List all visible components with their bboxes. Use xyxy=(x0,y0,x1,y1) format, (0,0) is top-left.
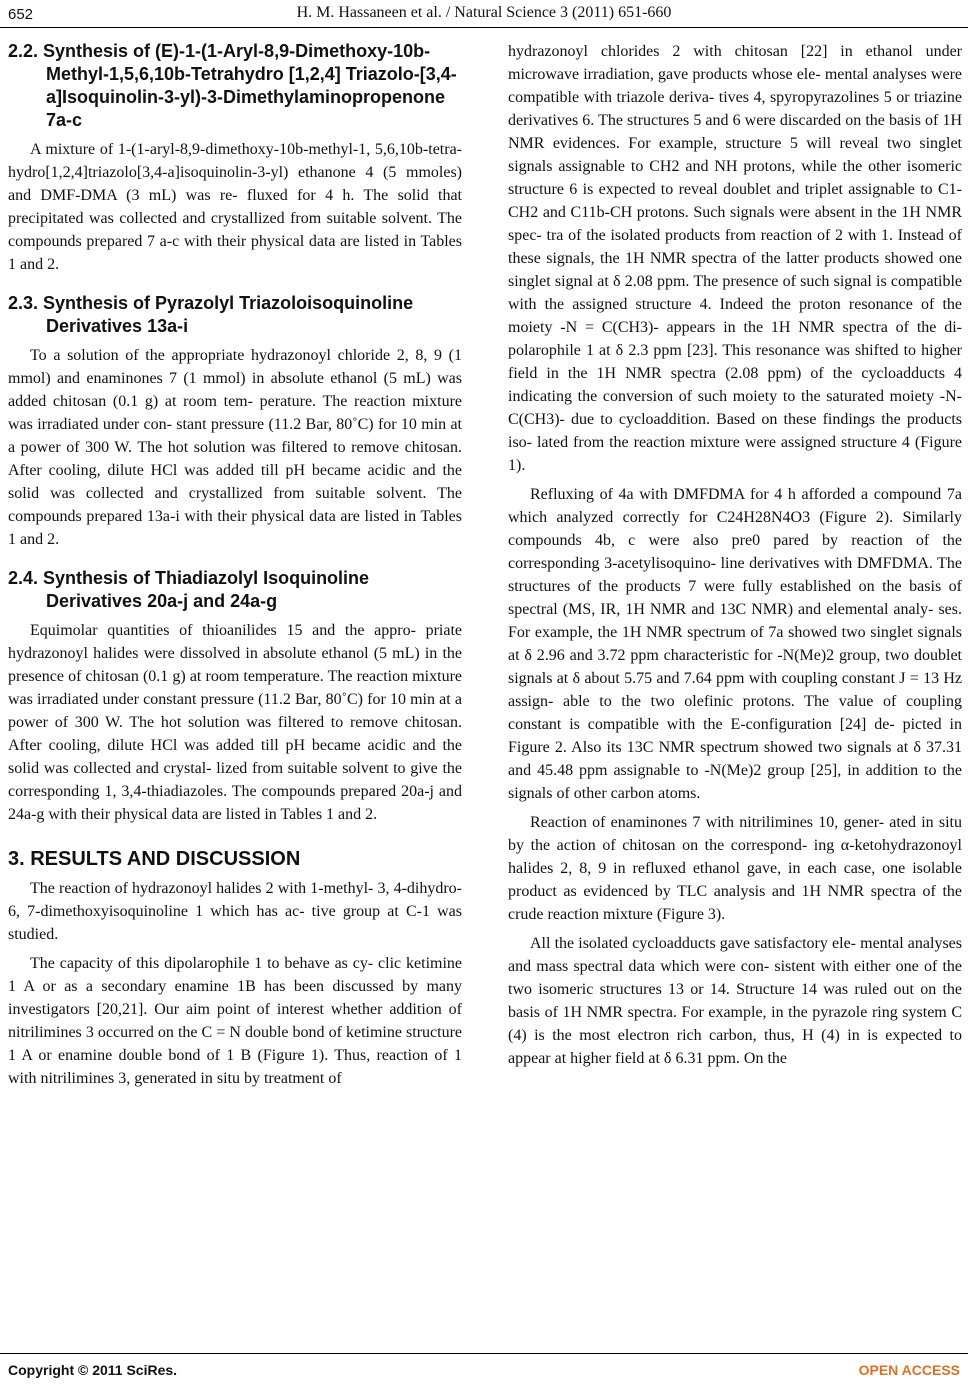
header-divider xyxy=(0,27,968,28)
left-column xyxy=(8,40,462,1090)
section-3-paragraph-2: The capacity of this dipolarophile 1 to behave as cy- clic ketimine 1 A or as a secondary enamine 1B has been discussed by many investigators [20,21]. Our aim point of interest whether addition of nitrilimines 3 occurred on the C = N double bond of ketimine structure 1 A or enamine double bond of 1 B (Figure 1). Thus, reaction of 1 with nitrilimines 3, generated in situ by treatment of xyxy=(8,955,462,1087)
right-column xyxy=(508,40,962,1070)
running-head: H. M. Hassaneen et al. / Natural Science 3 (2011) 651-660 xyxy=(296,4,672,21)
page-header xyxy=(0,0,968,30)
open-access-label: OPEN ACCESS xyxy=(858,1362,960,1378)
footer-divider xyxy=(0,1353,968,1354)
copyright-notice: Copyright © 2011 SciRes. xyxy=(8,1362,178,1378)
results-paragraph-1: hydrazonoyl chlorides 2 with chitosan [22] in ethanol under microwave irradiation, gave products whose ele- mental analyses were compatible with triazole deriva- tives 4, spyropyrazolines 5 or triazine derivatives 6. The structures 5 and 6 were discarded on the basis of 1H NMR evidences. For example, structure 5 will reveal two singlet signals assignable to CH2 and NH protons, while the other isomeric structure 6 is expected to reveal doublet and triplet assignable to C1-CH2 and C11b-CH protons. Such signals were absent in the 1H NMR spec- tra of the isolated products from reaction of 2 with 1. Instead of these signals, the 1H NMR spectra of the latter products showed one singlet signal at δ 2.08 ppm. The presence of such signal is compatible with the assigned structure 4. Indeed the proton resonance of the moiety -N = C(CH3)- appears in the 1H NMR spectra of the di- polarophile 1 at δ 2.3 ppm [23]. This resonance was shifted to higher field in the 1H NMR spectra (2.08 ppm) of the cycloadducts 4 indicating the conversion of such moiety to the saturated moiety -N-C(CH3)- due to cycloaddition. Based on these findings the products iso- lated from the reaction mixture were assigned structure 4 (Figure 1). xyxy=(508,43,962,474)
page-number: 652 xyxy=(8,6,34,23)
section-2-4-heading: 2.4. Synthesis of Thiadiazolyl Isoquinoline Derivatives 20a-j and 24a-g xyxy=(8,568,370,611)
section-2-4-paragraph: Equimolar quantities of thioanilides 15 and the appro- priate hydrazonoyl halides were dissolved in absolute ethanol (5 mL) in the presence of chitosan (0.1 g) at room temperature. The reaction mixture was irradiated under constant pressure (11.2 Bar, 80˚C) for 10 min at a power of 300 W. The hot solution was filtered to remove chitosan. After cooling, dilute HCl was added till pH became acidic and the solid was collected and crystal- lized from suitable solvent to give the corresponding 1, 3,4-thiadiazoles. The compounds prepared 20a-j and 24a-g with their physical data are listed in Tables 1 and 2. xyxy=(8,622,462,823)
section-2-3-paragraph: To a solution of the appropriate hydrazonoyl chloride 2, 8, 9 (1 mmol) and enaminones 7 (1 mmol) in absolute ethanol (5 mL) was added chitosan (0.1 g) at room tem- perature. The reaction mixture was irradiated under con- stant pressure (11.2 Bar, 80˚C) for 10 min at a power of 300 W. The hot solution was filtered to remove chitosan. After cooling, dilute HCl was added till pH became acidic and the solid was collected and crystallized from suitable solvent. The compounds prepared 13a-i with their physical data are listed in Tables 1 and 2. xyxy=(8,347,462,548)
results-paragraph-4: All the isolated cycloadducts gave satisfactory ele- mental analyses and mass spectral data which were con- sistent with either one of the two isomeric structures 13 or 14. Structure 14 was ruled out on the basis of 1H NMR spectra. For example, in the pyrazole ring system C (4) is the most electron rich carbon, thus, H (4) in is expected to appear at higher field at δ 6.31 ppm. On the xyxy=(508,935,962,1067)
section-3-heading: 3. RESULTS AND DISCUSSION xyxy=(8,848,301,870)
results-paragraph-2: Refluxing of 4a with DMFDMA for 4 h afforded a compound 7a which analyzed correctly for C24H28N4O3 (Figure 2). Similarly compounds 4b, c were also pre0 pared by reaction of the corresponding 3-acetylisoquino- line derivatives with DMFDMA. The structures of the products 7 were fully established on the basis of spectral (MS, IR, 1H NMR and 13C NMR) and elemental analy- ses. For example, the 1H NMR spectrum of 7a showed two singlet signals at δ 2.96 and 3.72 ppm characteristic for -N(Me)2 group, two doublet signals at δ about 5.75 and 7.64 ppm with coupling constant J = 13 Hz assign- able to the two olefinic protons. The value of coupling constant is compatible with the E-configuration [24] de- picted in Figure 2. Also its 13C NMR spectrum showed two signals at δ 37.31 and 45.48 ppm assignable to -N(Me)2 group [25], in addition to the signals of other carbon atoms. xyxy=(508,486,962,802)
section-3-paragraph-1: The reaction of hydrazonoyl halides 2 with 1-methyl- 3, 4-dihydro-6, 7-dimethoxyisoquinoline 1 which has ac- tive group at C-1 was studied. xyxy=(8,880,462,943)
results-paragraph-3: Reaction of enaminones 7 with nitrilimines 10, gener- ated in situ by the action of chitosan on the correspond- ing α-ketohydrazonoyl halides 2, 8, 9 in refluxed ethanol gave, in each case, one isolable product as evidenced by TLC analysis and 1H NMR spectra of the crude reaction mixture (Figure 3). xyxy=(508,814,962,923)
section-2-3-heading: 2.3. Synthesis of Pyrazolyl Triazoloisoquinoline Derivatives 13a-i xyxy=(8,293,414,336)
section-2-2-heading: 2.2. Synthesis of (E)-1-(1-Aryl-8,9-Dimethoxy-10b-Methyl-1,5,6,10b-Tetrahydro [1,2,4] Triazolo-[3,4-a]Isoquinolin-3-yl)-3-Dimethylaminopropenone 7a-c xyxy=(8,41,457,130)
section-2-2-paragraph: A mixture of 1-(1-aryl-8,9-dimethoxy-10b-methyl-1, 5,6,10b-tetra-hydro[1,2,4]triazolo[3,4-a]isoquinolin-3-yl) ethanone 4 (5 mmoles) and DMF-DMA (3 mL) was re- fluxed for 4 h. The solid that precipitated was collected and crystallized from suitable solvent. The compounds prepared 7 a-c with their physical data are listed in Tables 1 and 2. xyxy=(8,141,462,273)
